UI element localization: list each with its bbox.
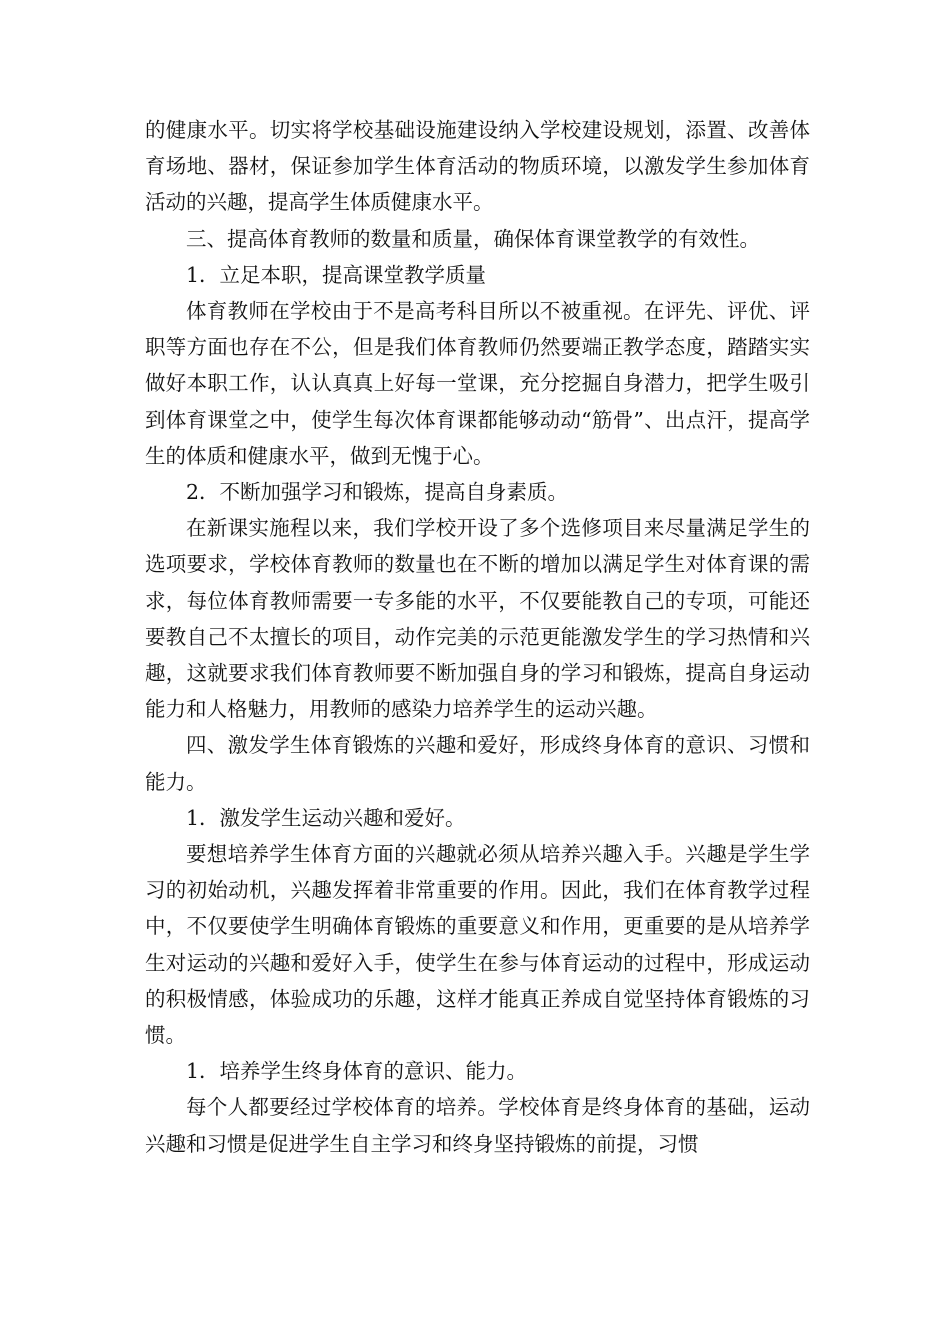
paragraph: 每个人都要经过学校体育的培养。学校体育是终身体育的基础，运动兴趣和习惯是促进学生自主学习和终身坚持锻炼的前提，习惯 (145, 1095, 810, 1156)
paragraph: 的健康水平。切实将学校基础设施建设纳入学校建设规划，添置、改善体育场地、器材，保证参加学生体育活动的物质环境，以激发学生参加体育活动的兴趣，提高学生体质健康水平。 (145, 118, 810, 215)
document-page (145, 112, 810, 1162)
paragraph: 体育教师在学校由于不是高考科目所以不被重视。在评先、评优、评职等方面也存在不公，但是我们体育教师仍然要端正教学态度，踏踏实实做好本职工作，认认真真上好每一堂课，充分挖掘自身潜力，把学生吸引到体育课堂之中，使学生每次体育课都能够动动“筋骨”、出点汗，提高学生的体质和健康水平，做到无愧于心。 (145, 299, 810, 468)
section-heading: 三、提高体育教师的数量和质量，确保体育课堂教学的有效性。 (186, 226, 760, 251)
subsection-heading: 2．不断加强学习和锻炼，提高自身素质。 (186, 480, 569, 505)
subsection-heading: 1．培养学生终身体育的意识、能力。 (186, 1059, 528, 1084)
section-heading: 四、激发学生体育锻炼的兴趣和爱好，形成终身体育的意识、习惯和能力。 (145, 733, 810, 794)
subsection-heading: 1．激发学生运动兴趣和爱好。 (186, 805, 466, 830)
paragraph: 要想培养学生体育方面的兴趣就必须从培养兴趣入手。兴趣是学生学习的初始动机，兴趣发挥着非常重要的作用。因此，我们在体育教学过程中，不仅要使学生明确体育锻炼的重要意义和作用，更重要的是从培养学生对运动的兴趣和爱好入手，使学生在参与体育运动的过程中，形成运动的积极情感，体验成功的乐趣，这样才能真正养成自觉坚持体育锻炼的习惯。 (145, 842, 810, 1048)
subsection-heading: 1．立足本职，提高课堂教学质量 (186, 262, 487, 287)
paragraph: 在新课实施程以来，我们学校开设了多个选修项目来尽量满足学生的选项要求，学校体育教师的数量也在不断的增加以满足学生对体育课的需求，每位体育教师需要一专多能的水平，不仅要能教自己的专项，可能还要教自己不太擅长的项目，动作完美的示范更能激发学生的学习热情和兴趣，这就要求我们体育教师要不断加强自身的学习和锻炼，提高自身运动能力和人格魅力，用教师的感染力培养学生的运动兴趣。 (145, 516, 810, 722)
